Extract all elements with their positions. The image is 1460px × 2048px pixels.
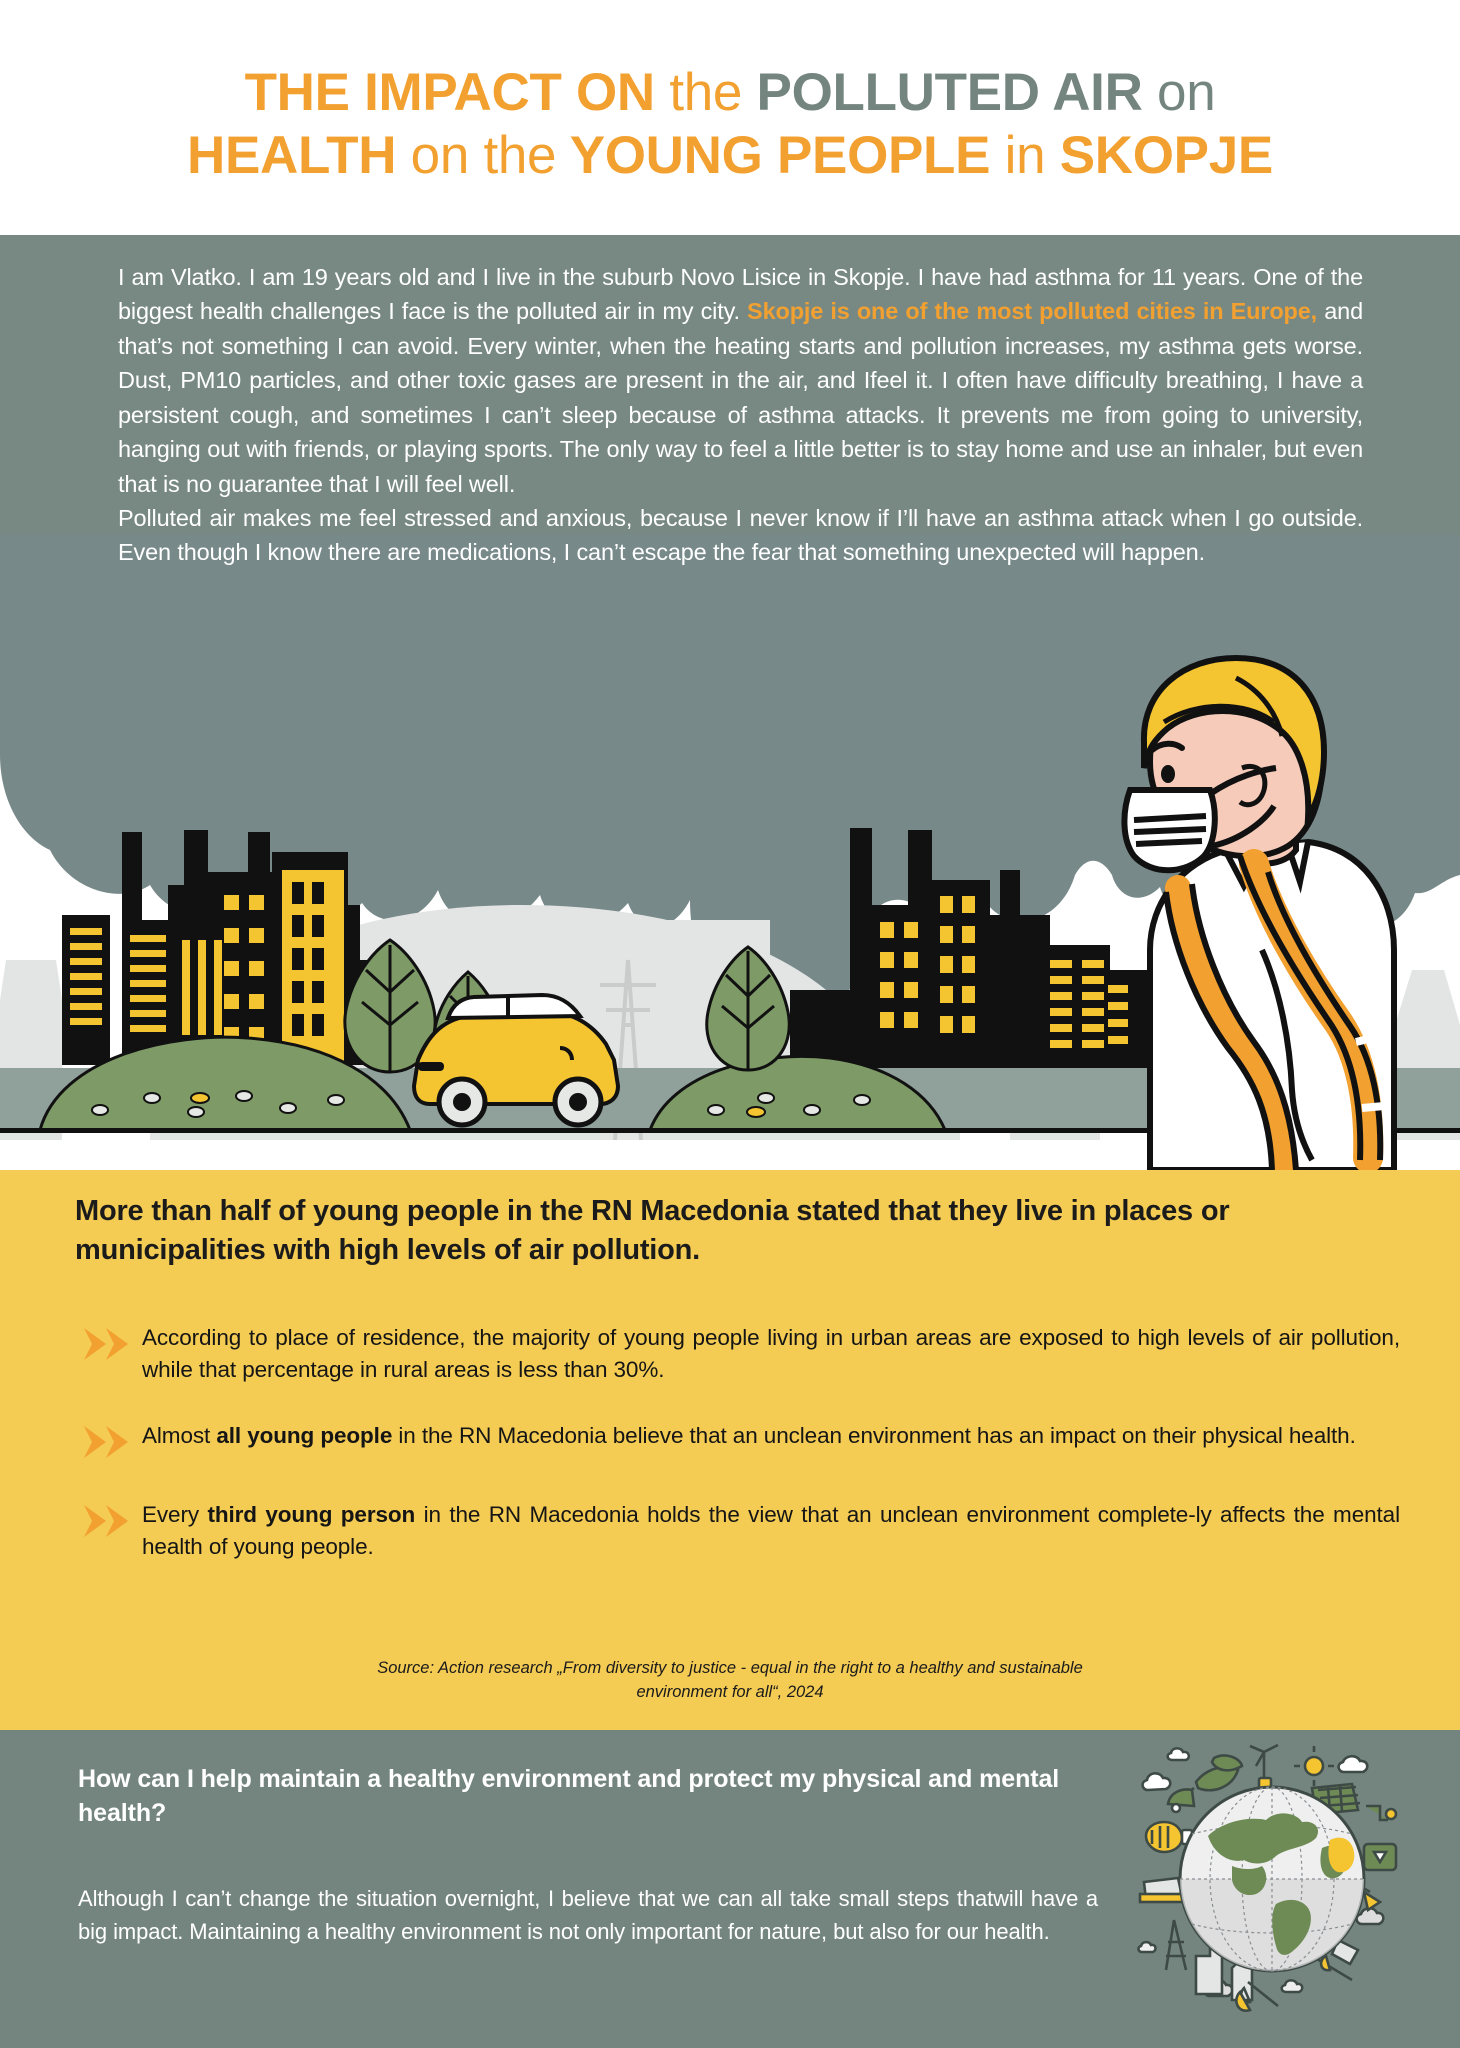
bullet-text-pre: Almost: [142, 1422, 217, 1448]
story-highlight-skopje-polluted: Skopje is one of the most polluted cities in Europe,: [747, 298, 1318, 325]
source-citation-text: Source: Action research „From diversity to justice - equal in the right to a healthy and sustainable environment for all“, 2024: [377, 1659, 1083, 1701]
page-title-line-2: [187, 125, 1273, 188]
double-chevron-icon: [80, 1499, 142, 1544]
title-part-on-the: on the: [410, 125, 557, 185]
facts-heading: More than half of young people in the RN Macedonia stated that they live in places or municipalities with high levels of air pollution.: [75, 1195, 1230, 1266]
title-part-skopje: SKOPJE: [1059, 125, 1273, 185]
bullet-text-pre: According to place of residence, the majority of young people living in urban areas are exposed to high levels of air pollution, while that percentage in rural areas is less than 30%.: [142, 1325, 1400, 1382]
title-part-the: the: [669, 62, 743, 122]
title-part-young-people: YOUNG PEOPLE: [569, 125, 991, 185]
double-chevron-icon: [80, 1420, 142, 1465]
closing-heading: How can I help maintain a healthy environment and protect my physical and mental health?: [78, 1765, 1060, 1827]
story-illustration-panel: [0, 235, 1460, 1170]
list-item: [80, 1499, 1400, 1563]
list-item: [80, 1420, 1400, 1465]
title-part-health: HEALTH: [187, 125, 397, 185]
page-title-band: [0, 0, 1460, 235]
closing-panel: [0, 1730, 1460, 2048]
title-part-on: on: [1157, 62, 1216, 122]
list-item: [80, 1322, 1400, 1386]
bullet-text: [142, 1499, 1400, 1563]
title-part-in: in: [1004, 125, 1046, 185]
story-paragraph-2: Polluted air makes me feel stressed and anxious, because I never know if I’ll have an asthma attack when I go outside. Even though I know there are medications, I can’t escape the fear that something unexpected will happen.: [118, 504, 1363, 566]
globe-environment-illustration: [1136, 1744, 1436, 2034]
page-title-line-1: [245, 62, 1216, 125]
facts-panel: [0, 1170, 1460, 1730]
story-paragraph-1: [118, 260, 1363, 501]
bullet-text-pre: Every: [142, 1501, 208, 1527]
closing-body-text: Although I can’t change the situation overnight, I believe that we can all take small steps thatwill have a big impact. Maintaining a healthy environment is not only important for nature, but also for our health.: [78, 1886, 1098, 1944]
bullet-text: [142, 1420, 1400, 1452]
source-citation: [0, 1657, 1460, 1705]
bullet-text-bold: all young people: [216, 1422, 393, 1448]
bullet-text-post: in the RN Macedonia holds the view that an unclean environment complete-ly affects the mental health of young people.: [142, 1501, 1400, 1559]
masked-young-person-illustration: [1112, 650, 1442, 1170]
title-part-impact-on: THE IMPACT ON: [244, 62, 655, 122]
bullet-text-bold: third young person: [207, 1501, 416, 1527]
story-p1-part-a: I am Vlatko. I am 19 years old and I live in the suburb Novo Lisice in Skopje. I have had asthma for 11 years. One of the biggest health challenges I face is the polluted air in my city.: [118, 264, 1363, 325]
title-part-polluted-air: POLLUTED AIR: [756, 62, 1143, 122]
bullet-text: [142, 1322, 1400, 1386]
double-chevron-icon: [80, 1322, 142, 1367]
story-text-block: [118, 260, 1363, 570]
facts-bullet-list: [80, 1322, 1400, 1597]
bullet-text-post: in the RN Macedonia believe that an unclean environment has an impact on their physical health.: [392, 1422, 1356, 1448]
story-p1-part-b: and that’s not something I can avoid. Every winter, when the heating starts and pollution increases, my asthma gets worse. Dust, PM10 particles, and other toxic gases are present in the air, and Ifeel it. I often have difficulty breathing, I have a persistent cough, and sometimes I can’t sleep because of asthma attacks. It prevents me from going to university, hanging out with friends, or playing sports. The only way to feel a little better is to stay home and use an inhaler, but even that is no guarantee that I will feel well.: [118, 298, 1363, 497]
